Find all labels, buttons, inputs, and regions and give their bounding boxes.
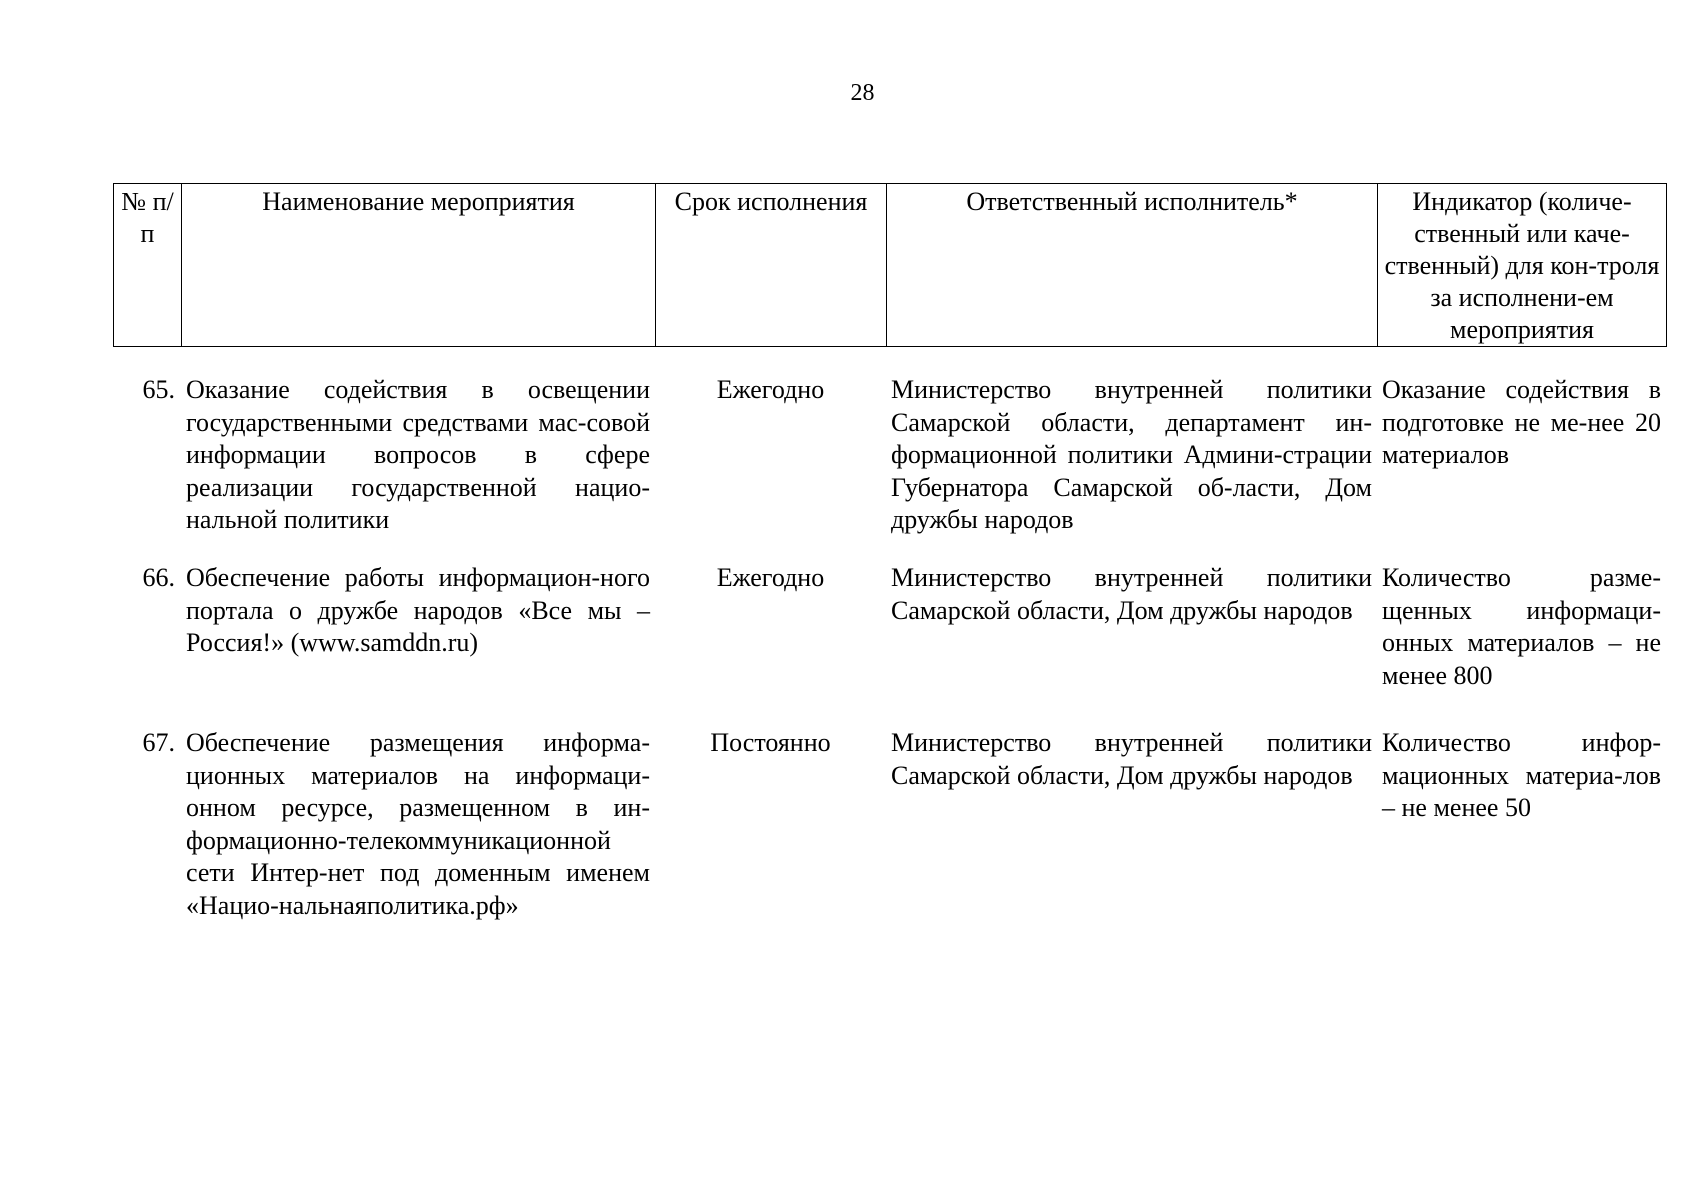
row-term: Ежегодно	[716, 375, 825, 404]
row-indicator: Количество разме-щенных информаци-онных материалов – не менее 800	[1382, 563, 1661, 690]
page-number: 28	[850, 80, 875, 106]
row-term: Ежегодно	[716, 563, 825, 592]
table-body	[113, 372, 1666, 967]
row-name: Оказание содействия в освещении государственными средствами мас-совой информации вопросов в сфере реализации государственной нацио-нальной политики	[186, 375, 650, 535]
table-row	[113, 725, 1666, 967]
row-executor: Министерство внутренней политики Самарской области, Дом дружбы народов	[891, 728, 1372, 790]
row-num: 65.	[142, 375, 175, 404]
row-term: Постоянно	[710, 728, 831, 757]
row-indicator: Количество инфор-мационных материа-лов – не менее 50	[1382, 728, 1661, 823]
row-num: 66.	[142, 563, 175, 592]
header-term: Срок исполнения	[656, 184, 887, 347]
table-row	[113, 560, 1666, 725]
row-indicator: Оказание содействия в подготовке не ме-нее 20 материалов	[1382, 375, 1661, 470]
row-executor: Министерство внутренней политики Самарской области, департамент ин-формационной политики Админи-страции Губернатора Самарской об-ласти, Дом дружбы народов	[891, 375, 1372, 535]
header-row	[114, 184, 1667, 347]
table-header	[113, 183, 1667, 347]
header-name: Наименование мероприятия	[182, 184, 656, 347]
header-indicator: Индикатор (количе-ственный или каче-ственный) для кон-троля за исполнени-ем мероприятия	[1378, 184, 1667, 347]
row-executor: Министерство внутренней политики Самарской области, Дом дружбы народов	[891, 563, 1372, 625]
header-executor: Ответственный исполнитель*	[887, 184, 1378, 347]
row-name: Обеспечение размещения информа-ционных материалов на информаци-онном ресурсе, размещенном в ин-формационно-телекоммуникационной сети Интер-нет под доменным именем «Нацио-нальнаяполитика.рф»	[186, 728, 650, 920]
table-row	[113, 372, 1666, 560]
row-num: 67.	[142, 728, 175, 757]
row-name: Обеспечение работы информацион-ного портала о дружбе народов «Все мы – Россия!» (www.samddn.ru)	[186, 563, 650, 658]
header-num: № п/п	[114, 184, 182, 347]
